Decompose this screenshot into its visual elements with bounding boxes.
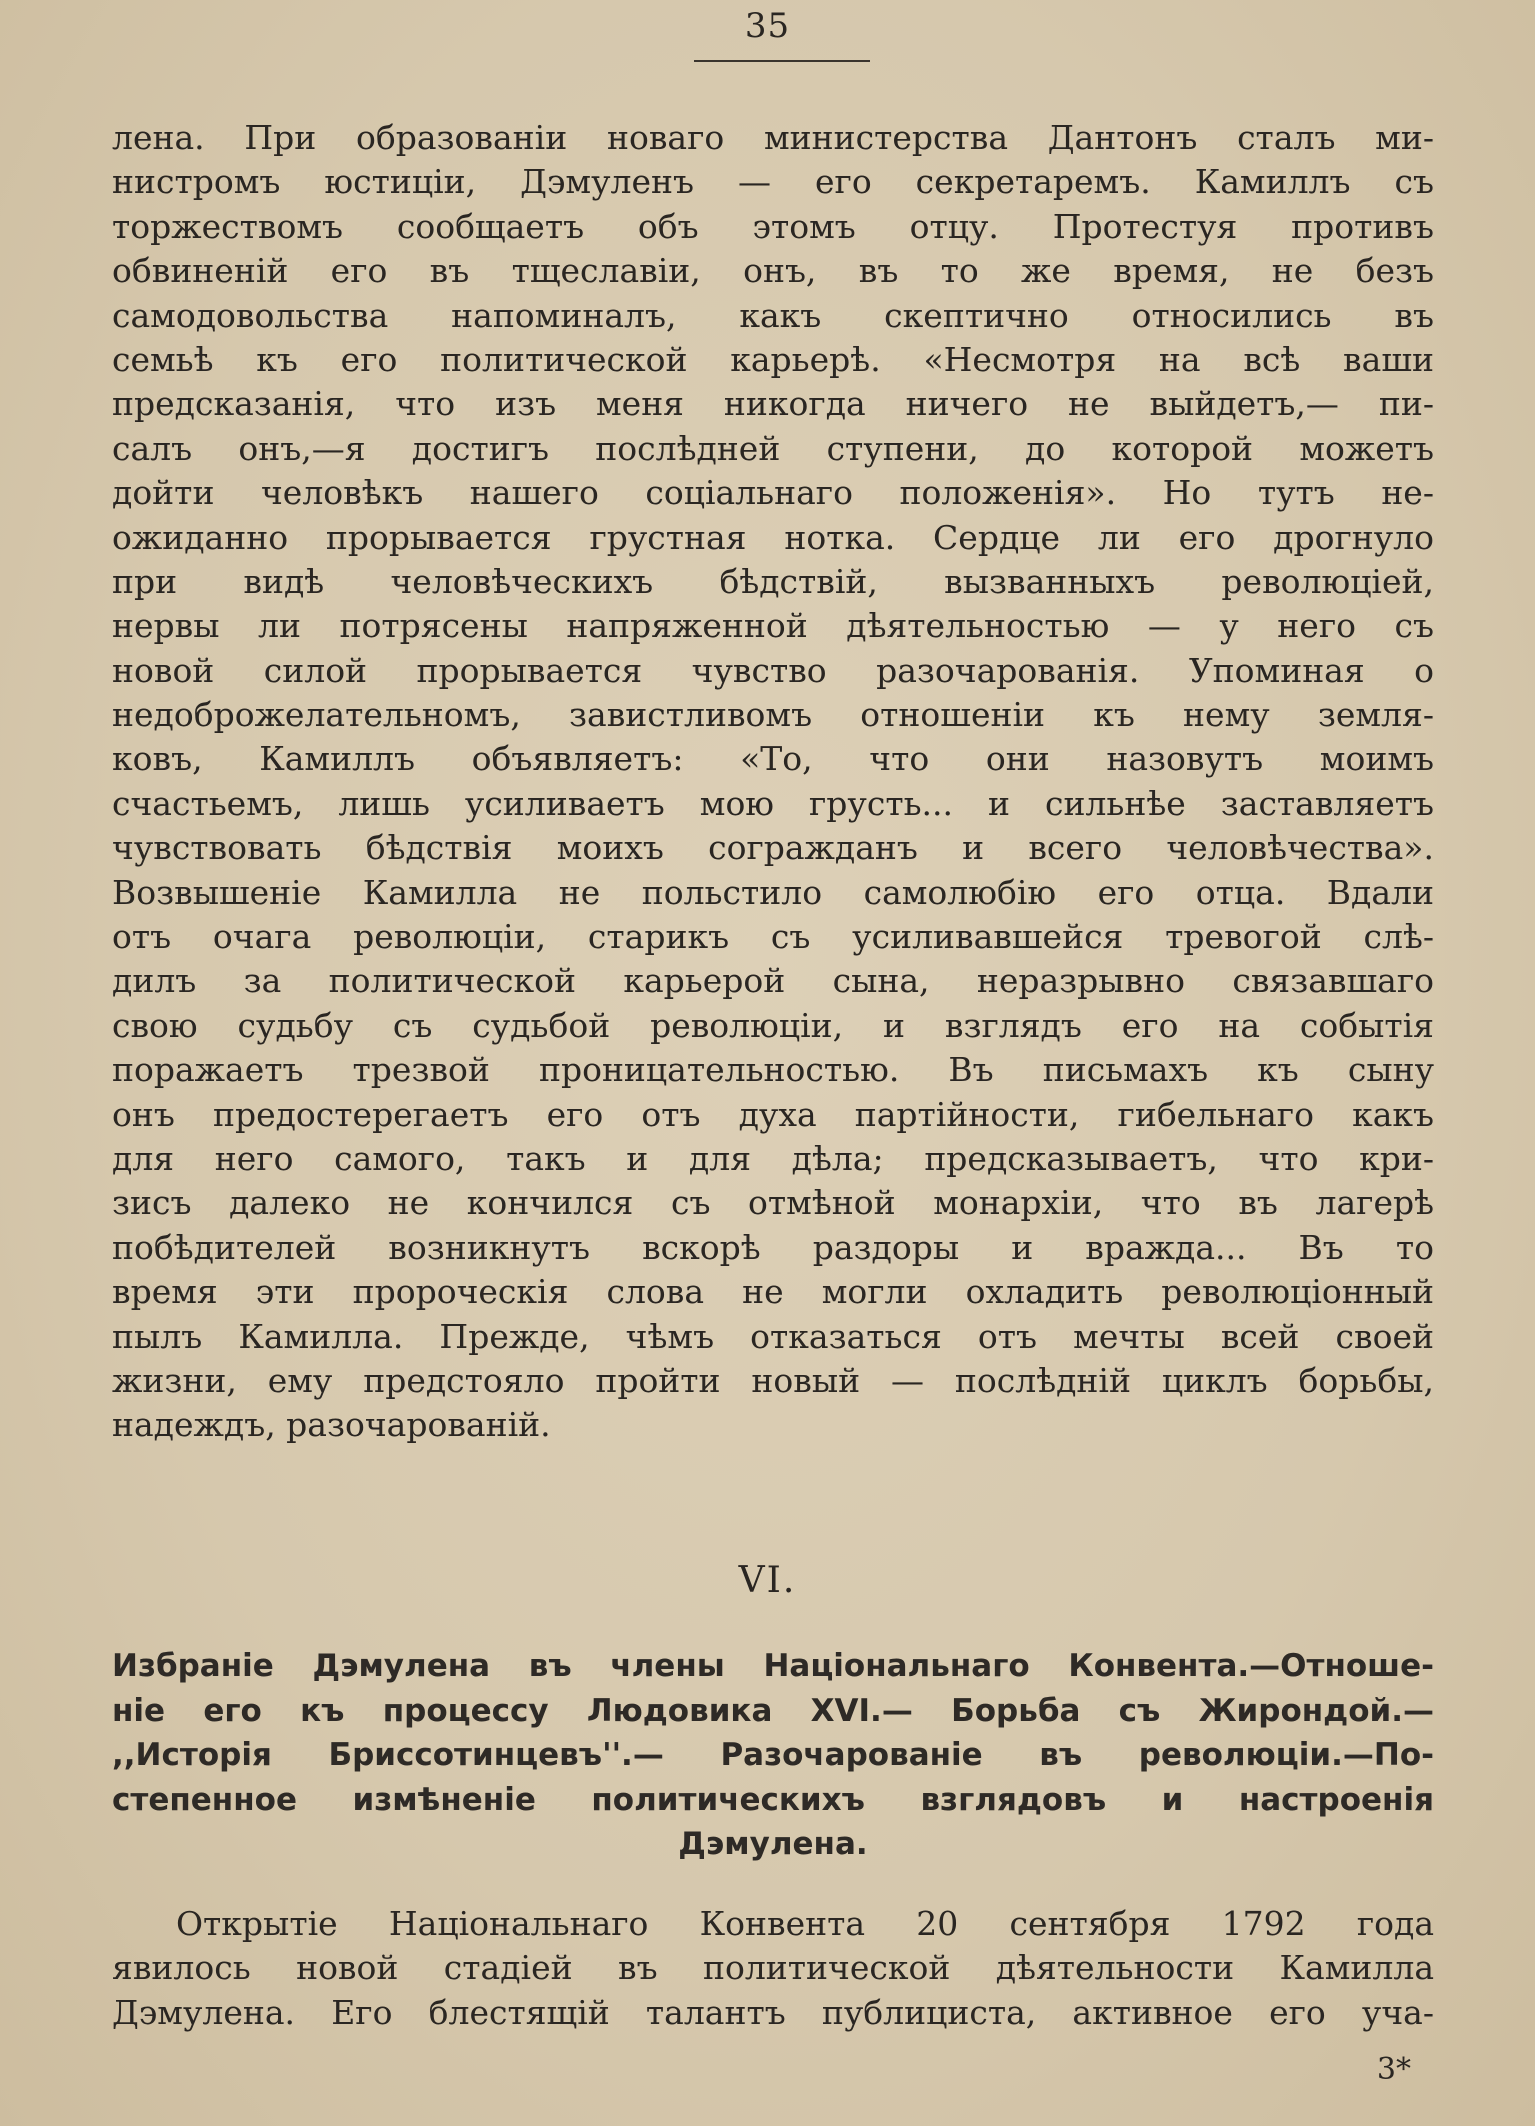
text-line: салъ онъ,—я достигъ послѣдней ступени, до которой можетъ xyxy=(112,428,1434,468)
text-line: обвиненій его въ тщеславіи, онъ, въ то же время, не безъ xyxy=(112,251,1434,291)
header-rule xyxy=(694,60,870,62)
text-line: надеждъ, разочарованій. xyxy=(112,1405,551,1445)
text-line: дойти человѣкъ нашего соціальнаго положенія». Но тутъ не- xyxy=(112,473,1434,513)
text-line: торжествомъ сообщаетъ объ этомъ отцу. Протестуя противъ xyxy=(112,206,1434,246)
text-line: ожиданно прорывается грустная нотка. Сердце ли его дрогнуло xyxy=(112,517,1434,557)
text-line: свою судьбу съ судьбой революціи, и взглядъ его на событія xyxy=(112,1005,1434,1045)
text-line: Открытіе Національнаго Конвента 20 сентября 1792 года xyxy=(176,1904,1434,1943)
summary-line: ніе его къ процессу Людовика XVI.— Борьба съ Жирондой.— xyxy=(112,1692,1434,1729)
section-summary xyxy=(112,1644,1434,1867)
text-line: онъ предостерегаетъ его отъ духа партійности, гибельнаго какъ xyxy=(112,1094,1434,1134)
paragraph-1 xyxy=(112,116,1434,1448)
text-line: отъ очага революціи, старикъ съ усиливавшейся тревогой слѣ- xyxy=(112,917,1434,957)
text-line: семьѣ къ его политической карьерѣ. «Несмотря на всѣ ваши xyxy=(112,339,1434,379)
printer-signature-mark: 3* xyxy=(1376,2052,1411,2087)
page-number: 35 xyxy=(744,6,791,46)
text-line: поражаетъ трезвой проницательностью. Въ письмахъ къ сыну xyxy=(112,1050,1434,1090)
text-line: недоброжелательномъ, завистливомъ отношеніи къ нему земля- xyxy=(112,695,1434,735)
text-line: Возвышеніе Камилла не польстило самолюбію его отца. Вдали xyxy=(112,872,1434,912)
text-line: новой силой прорывается чувство разочарованія. Упоминая о xyxy=(112,650,1434,690)
text-line: при видѣ человѣческихъ бѣдствій, вызванныхъ революціей, xyxy=(112,561,1434,601)
text-line: нистромъ юстиціи, Дэмуленъ — его секретаремъ. Камиллъ съ xyxy=(112,162,1434,202)
text-line: предсказанія, что изъ меня никогда ничего не выйдетъ,— пи- xyxy=(112,384,1434,424)
text-line: побѣдителей возникнутъ вскорѣ раздоры и вражда... Въ то xyxy=(112,1227,1434,1267)
text-line: Дэмулена. Его блестящій талантъ публициста, активное его уча- xyxy=(112,1992,1434,2032)
summary-line: Дэмулена. xyxy=(678,1826,868,1862)
text-line: явилось новой стадіей въ политической дѣятельности Камилла xyxy=(112,1948,1434,1988)
summary-line: степенное измѣненіе политическихъ взглядовъ и настроенія xyxy=(112,1781,1434,1818)
text-line: зисъ далеко не кончился съ отмѣной монархіи, что въ лагерѣ xyxy=(112,1183,1434,1223)
text-line: нервы ли потрясены напряженной дѣятельностью — у него съ xyxy=(112,606,1434,646)
text-line: лена. При образованіи новаго министерства Дантонъ сталъ ми- xyxy=(112,118,1434,157)
text-line: дилъ за политической карьерой сына, неразрывно связавшаго xyxy=(112,961,1434,1001)
text-line: чувствовать бѣдствія моихъ согражданъ и всего человѣчества». xyxy=(112,828,1434,868)
text-line: счастьемъ, лишь усиливаетъ мою грусть... и сильнѣе заставляетъ xyxy=(112,783,1434,823)
paragraph-2 xyxy=(112,1902,1434,2035)
summary-line: Избраніе Дэмулена въ члены Національнаго Конвента.—Отноше- xyxy=(112,1648,1434,1684)
text-line: жизни, ему предстояло пройти новый — послѣдній циклъ борьбы, xyxy=(112,1360,1434,1400)
text-line: пылъ Камилла. Прежде, чѣмъ отказаться отъ мечты всей своей xyxy=(112,1316,1434,1356)
text-line: ковъ, Камиллъ объявляетъ: «То, что они назовутъ моимъ xyxy=(112,739,1434,779)
text-line: самодовольства напоминалъ, какъ скептично относились въ xyxy=(112,295,1434,335)
text-line: для него самого, такъ и для дѣла; предсказываетъ, что кри- xyxy=(112,1138,1434,1178)
text-line: время эти пророческія слова не могли охладить революціонный xyxy=(112,1272,1434,1312)
section-numeral: VI. xyxy=(738,1560,797,1601)
summary-line: ,,Исторія Бриссотинцевъ''.— Разочарованіе въ революціи.—По- xyxy=(112,1737,1434,1773)
